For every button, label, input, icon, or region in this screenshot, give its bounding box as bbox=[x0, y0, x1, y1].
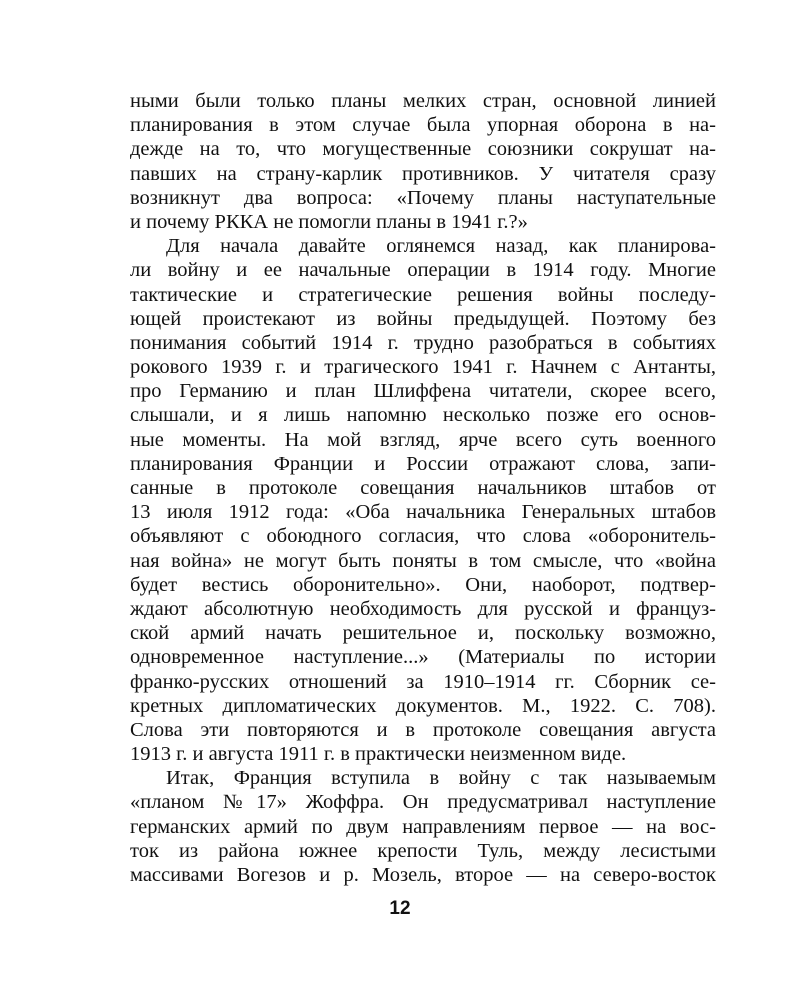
text-line: франко-русских отношений за 1910–1914 гг. Сборник се- bbox=[130, 670, 716, 693]
text-line: слышали, и я лишь напомню несколько позже его основ- bbox=[130, 404, 716, 427]
text-line: массивами Вогезов и р. Мозель, второе — на северо-восток bbox=[130, 864, 716, 886]
text-line: Итак, Франция вступила в войну с так называемым bbox=[166, 767, 716, 790]
page-number: 12 bbox=[389, 898, 411, 919]
text-line: планирования в этом случае была упорная оборона в на- bbox=[130, 114, 716, 137]
paragraph bbox=[130, 89, 716, 234]
text-line: ная война» не могут быть поняты в том смысле, что «война bbox=[130, 549, 716, 572]
text-line: будет вестись оборонительно». Они, наоборот, подтвер- bbox=[130, 573, 716, 596]
text-line: кретных дипломатических документов. М., 1922. С. 708). bbox=[130, 694, 716, 717]
text-line: тактические и стратегические решения войны последу- bbox=[130, 283, 716, 306]
text-line: ждают абсолютную необходимость для русской и француз- bbox=[130, 597, 716, 620]
text-line: дежде на то, что могущественные союзники сокрушат на- bbox=[130, 138, 716, 161]
text-line: Слова эти повторяются и в протоколе совещания августа bbox=[130, 718, 716, 741]
text-line: 13 июля 1912 года: «Оба начальника Генеральных штабов bbox=[130, 501, 716, 524]
text-line: «планом №17» Жоффра. Он предусматривал наступление bbox=[130, 791, 716, 814]
text-line: германских армий по двум направлениям первое — на вос- bbox=[130, 815, 716, 838]
paragraph bbox=[130, 766, 716, 887]
text-line: планирования Франции и России отражают слова, запи- bbox=[130, 452, 716, 475]
paragraph bbox=[130, 234, 716, 766]
text-line: рокового 1939 г. и трагического 1941 г. Начнем с Антанты, bbox=[130, 356, 716, 379]
text-line: и почему РККА не помогли планы в 1941 г.?» bbox=[130, 210, 528, 233]
text-line: ющей проистекают из войны предыдущей. Поэтому без bbox=[130, 307, 716, 330]
text-line: про Германию и план Шлиффена читатели, скорее всего, bbox=[130, 380, 716, 403]
text-line: ли войну и ее начальные операции в 1914 году. Многие bbox=[130, 259, 716, 282]
text-line: возникнут два вопроса: «Почему планы наступательные bbox=[130, 186, 716, 209]
text-line: Для начала давайте оглянемся назад, как планирова- bbox=[166, 235, 716, 258]
text-line: ными были только планы мелких стран, основной линией bbox=[130, 90, 716, 112]
text-line: санные в протоколе совещания начальников штабов от bbox=[130, 477, 716, 499]
text-line: понимания событий 1914 г. трудно разобраться в событиях bbox=[130, 331, 716, 354]
text-line: 1913 г. и августа 1911 г. в практически неизменном виде. bbox=[130, 743, 627, 766]
text-line: одновременное наступление...» (Материалы по истории bbox=[130, 646, 716, 669]
text-line: павших на страну-карлик противников. У читателя сразу bbox=[130, 162, 716, 185]
body-text bbox=[130, 89, 716, 887]
text-line: ные моменты. На мой взгляд, ярче всего суть военного bbox=[130, 428, 716, 451]
text-line: ской армий начать решительное и, поскольку возможно, bbox=[130, 622, 716, 645]
text-line: ток из района южнее крепости Туль, между лесистыми bbox=[130, 839, 716, 862]
text-line: объявляют с обоюдного согласия, что слова «оборонитель- bbox=[130, 525, 716, 548]
